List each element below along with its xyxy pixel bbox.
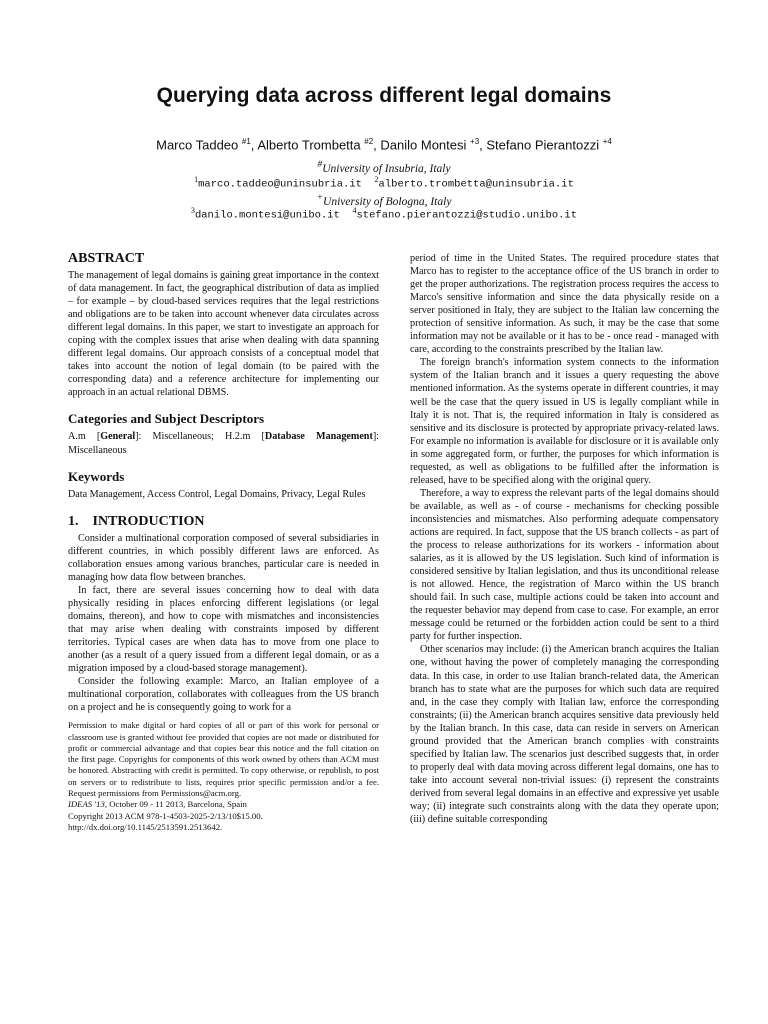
author-mark: +3 [470, 137, 480, 146]
abstract-text: The management of legal domains is gaining great importance in the context of data management. In fact, the geographical distribution of data as implied – for example – by cloud-based services requires that the legal restrictions and obligations are to be taken into account whenever data circulates across different legal domains. In this paper, we start to investigate an approach for coping with the complex issues that arise when dealing with data spanning different legal domains. Our approach consists of a conceptual model that takes into account the notion of legal domain (to be paired with the corresponding data) and a reference architecture for implementing our approach in an actual relational DBMS. [68, 270, 379, 399]
author-mark: #2 [364, 137, 374, 146]
email-mark: 3 [190, 206, 195, 215]
author-name: Alberto Trombetta [257, 137, 361, 153]
author-mark: +4 [602, 137, 612, 146]
author-list: Marco Taddeo $^{\#1}$, Alberto Trombetta $^{\#2}$, Danilo Montesi $^{+3}$, Stefano Pierantozzi $^{+4}$ [156, 137, 612, 153]
venue-line: IDEAS '13, October 09 - 11 2013, Barcelona, Spain [68, 799, 247, 810]
email-address: marco.taddeo@uninsubria.it [198, 178, 362, 191]
categories-text: A.m [General]: Miscellaneous; H.2.m [Database Management]: Miscellaneous [68, 431, 379, 456]
author-name: Stefano Pierantozzi [486, 137, 600, 153]
email-mark: 2 [374, 175, 379, 184]
categories-heading: Categories and Subject Descriptors [68, 411, 265, 427]
affiliation-mark: # [317, 159, 323, 170]
body-paragraph: Other scenarios may include: (i) the American branch acquires the Italian one, without having the power of completely managing the corresponding data. In this case, in order to use Italian branch-related data, the American branch has to state what are the purposes for which such data are required and, in the case they comply with Italian law, enforce the corresponding constraints; (ii) the American branch acquires sensitive data previously held by the Italian branch. In this case, data can reside in servers on American ground provided that the American branch complies with constraints specified by Italian law. The scenarios just described suggests that, in order to properly deal with data moving across different legal domains, one has to take into account several non-trivial issues: (i) represent the constraints derived from several legal domains in an effective and expressive yet usable way; (ii) integrate such constraints along with the data they operate upon; (iii) define suitable corresponding [410, 644, 719, 826]
email-mark: 4 [352, 206, 357, 215]
paper-title: Querying data across different legal domains [156, 84, 612, 107]
author-mark: #1 [241, 137, 251, 146]
intro-paragraph: In fact, there are several issues concerning how to deal with data physically residing in places enforcing different legislations (or legal domains, thereon), and how to cope with mismatches and inconsistencies that may arise when dealing with constraints imposed by different territories. Typical cases are when data has to move from one place to another (as a result of a query issued from a different legal domain, or as a migration imposed by a cloud-based storage management). [68, 584, 379, 675]
doi-line: http://dx.doi.org/10.1145/2513591.2513642. [68, 821, 223, 832]
left-column [68, 250, 379, 833]
body-paragraph: period of time in the United States. The required procedure states that Marco has to register to the acceptance office of the US branch in order to get the proper authorizations. The registration process requires the access to Marco's sensitive information and since the data physically reside on a server positioned in Italy, they are subject to the Italian law concerning the protection of sensitive information. As such, it may be the case that some information may not be available or it has to be - once read - managed with care, according to the constraints prescribed by the Italian law. [410, 253, 719, 356]
intro-paragraph: Consider a multinational corporation composed of several subsidiaries in different countries, in which possibly different laws are enforced. As collaboration ensues among various branches, particular care is needed in managing how data flow between branches. [68, 532, 379, 583]
author-name: Danilo Montesi [380, 137, 467, 153]
keywords-text: Data Management, Access Control, Legal Domains, Privacy, Legal Rules [68, 488, 366, 500]
email-mark: 1 [194, 175, 199, 184]
introduction-heading: 1. INTRODUCTION [68, 513, 205, 529]
affiliation-insubria [0, 159, 768, 175]
abstract-heading: ABSTRACT [68, 251, 145, 266]
right-column [410, 252, 719, 826]
affiliation-name: University of Insubria, Italy [322, 162, 451, 175]
emails-bologna [0, 206, 768, 222]
affiliation-name: University of Bologna, Italy [323, 195, 452, 208]
copyright-line: Copyright 2013 ACM 978-1-4503-2025-2/13/10$15.00. [68, 810, 263, 821]
keywords-heading: Keywords [68, 468, 125, 484]
body-paragraph: Therefore, a way to express the relevant parts of the legal domains should be available, as well as - of course - mechanisms for checking possible inconsistencies and mismatches. Also performing adequate compensatory actions are required. In fact, suppose that the US branch collects - as part of the process to release authorizations for its workers - information about salaries, as it is allowed by the US legislation. Such kind of information is considered sensitive by Italian legislation, and thus its unconditional release is not allowed. Hence, the registration of Marco within the US branch should fail. In such case, multiple actions could be taken into account and the requester behavior may depend from case to case. For example, an error message could be returned or the forbidden action could be sent to a third party for further inspection. [410, 487, 719, 643]
email-address: stefano.pierantozzi@studio.unibo.it [356, 209, 578, 222]
author-name: Marco Taddeo [156, 137, 239, 153]
email-address: alberto.trombetta@uninsubria.it [378, 178, 574, 191]
permission-text: Permission to make digital or hard copies of all or part of this work for personal or classroom use is granted without fee provided that copies are not made or distributed for profit or commercial advantage and that copies bear this notice and the full citation on the first page. Copyrights for components of this work owned by others than ACM must be honored. Abstracting with credit is permitted. To copy otherwise, or republish, to post on servers or to redistribute to lists, requires prior specific permission and/or a fee. Request permissions from Permissions@acm.org. [68, 720, 379, 799]
intro-paragraph: Consider the following example: Marco, an Italian employee of a multinational corporation, collaborates with colleagues from the US branch on a project and he is consequently going to work for a [68, 676, 379, 714]
body-paragraph: The foreign branch's information system connects to the information system of the Italian branch and it issues a query requesting the above mentioned information. As the systems operate in different countries, it may well be the case that the query issued in US is legally compliant while in Italy it is not. That is, the required information in Italy is considered as sensitive and its disclosure is protected by appropriate privacy-related laws. For example no information is available for disclosure or it is available only in some aggregated form, or further, the purposes for which information is requested, as well as obligations to be fulfilled after the information is released, have to be specified along with the original query. [410, 357, 719, 486]
emails-insubria [0, 175, 768, 191]
affiliation-mark: + [316, 192, 324, 203]
email-address: danilo.montesi@unibo.it [194, 209, 340, 222]
permission-footnote [68, 720, 379, 833]
